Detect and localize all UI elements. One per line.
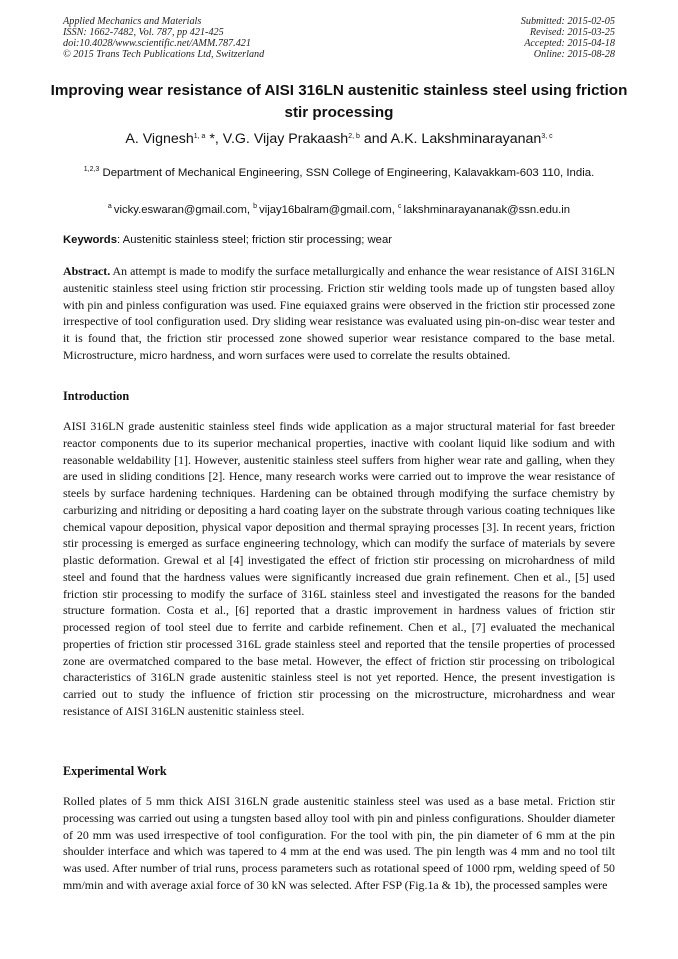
publication-dates <box>521 16 615 60</box>
abstract-text: An attempt is made to modify the surface metallurgically and enhance the wear resistance of AISI 316LN austenitic stainless steel using friction stir processing. Friction stir welding tools made up of tungsten based alloy with pin and pinless configuration was used. Fine equiaxed grains were observed in the friction stir processed zone irrespective of tool configuration used. Dry sliding wear resistance was evaluated using pin-on-disc wear tester and it is found that, the friction stir processed zone showed superior wear resistance compared to the base metal. Microstructure, micro hardness, and worn surfaces were used to correlate the results obtained. <box>63 264 615 362</box>
paper-title: Improving wear resistance of AISI 316LN austenitic stainless steel using friction stir processing <box>50 82 628 121</box>
abstract <box>63 263 615 364</box>
author-emails <box>40 203 638 218</box>
introduction-paragraph: AISI 316LN grade austenitic stainless steel finds wide application as a major structural material for fast breeder reactor components due to its superior mechanical properties, inactive with coolant liquid like sodium and with reasonable weldability [1]. However, austenitic stainless steel suffers from higher wear rate and galling, when they are used in sliding conditions [2]. Hence, many research works were carried out to improve the wear resistance of steels by surface hardening techniques. Hardening can be obtained through modifying the surface chemistry by carburizing and nitriding or depositing a hard coating layer on the substrate through various coating techniques like chemical vapour deposition, physical vapor deposition and thermal spraying processes [3]. In recent years, friction stir processing is emerged as surface engineering technology, which can modify the surface of materials by severe plastic deformation. Grewal et al [4] investigated the effect of friction stir processing on microhardness of mild steel and found that the hardness values were significantly increased due grain refinement. Chen et al., [5] used friction stir processing to modify the surface of 316L stainless steel and investigated the reasons for the banded structure formation. Costa et al., [6] reported that a drastic improvement in hardness values of friction stir processed region of tool steel due to ferrite and carbide refinement. Chen et al., [7] evaluated the mechanical properties of friction stir processed 316L grade stainless steel and reported that the tensile properties of processed zone are overmatched compared to the base metal. However, the effect of friction stir processing on tribological characteristics of 316LN grade austenitic stainless steel is not yet reported. Hence, the present investigation is carried out to study the influence of friction stir processing on the microstructure, microhardness and wear resistance of AISI 316LN austenitic stainless steel. <box>63 419 615 718</box>
author-superscript: 3, c <box>541 133 553 140</box>
keywords-text: : Austenitic stainless steel; friction stir processing; wear <box>117 234 393 246</box>
journal-issn: ISSN: 1662-7482, Vol. 787, pp 421-425 <box>63 27 224 38</box>
affiliation-superscript: 1,2,3 <box>83 166 100 173</box>
author-name: A.K. Lakshminarayanan <box>390 131 542 147</box>
journal-info <box>63 16 264 60</box>
author-superscript: 1, a <box>193 133 206 140</box>
experimental-paragraph: Rolled plates of 5 mm thick AISI 316LN grade austenitic stainless steel was used as a base metal. Friction stir processing was carried out using a tungsten based alloy tool with pin and pinless configurations. Shoulder diameter of 20 mm was used irrespective of tool configuration. For the tool with pin, the pin diameter of 6 mm at the pin shoulder interface and which was tapered to 4 mm at the end was used. The pin length was 4 mm and no tool tilt was used. After number of trial runs, process parameters such as rotational speed of 1000 rpm, welding speed of 50 mm/min and with average axial force of 30 kN was selected. After FSP (Fig.1a & 1b), the processed samples were <box>63 794 615 892</box>
email-link[interactable]: vicky.eswaran@gmail.com, <box>113 204 251 216</box>
email-superscript: b <box>253 203 258 210</box>
email-link[interactable]: vijay16balram@gmail.com, <box>259 204 395 216</box>
journal-name: Applied Mechanics and Materials <box>63 16 202 27</box>
section-heading-experimental: Experimental Work <box>63 764 167 778</box>
abstract-label: Abstract. <box>63 264 111 278</box>
date-accepted: Accepted: 2015-04-18 <box>524 38 615 49</box>
affiliation-text: Department of Mechanical Engineering, SSN College of Engineering, Kalavakkam-603 110, India. <box>102 167 595 179</box>
journal-copyright: © 2015 Trans Tech Publications Ltd, Switzerland <box>63 49 265 60</box>
author-superscript: 2, b <box>348 133 360 140</box>
author-name: A. Vignesh <box>125 131 194 147</box>
date-submitted: Submitted: 2015-02-05 <box>520 16 615 27</box>
date-online: Online: 2015-08-28 <box>533 49 615 60</box>
keywords-label: Keywords <box>63 234 117 246</box>
affiliation <box>60 165 618 181</box>
section-heading-introduction: Introduction <box>63 389 130 403</box>
email-superscript: a <box>107 203 112 210</box>
corresponding-mark: *, <box>205 131 223 147</box>
date-revised: Revised: 2015-03-25 <box>529 27 615 38</box>
keywords <box>63 232 615 248</box>
email-superscript: c <box>397 203 402 210</box>
journal-doi: doi:10.4028/www.scientific.net/AMM.787.421 <box>63 38 251 49</box>
author-name: V.G. Vijay Prakaash <box>222 131 349 147</box>
author-conjunction: and <box>359 131 391 147</box>
author-list <box>40 130 638 148</box>
email-link[interactable]: lakshminarayananak@ssn.edu.in <box>403 204 571 216</box>
